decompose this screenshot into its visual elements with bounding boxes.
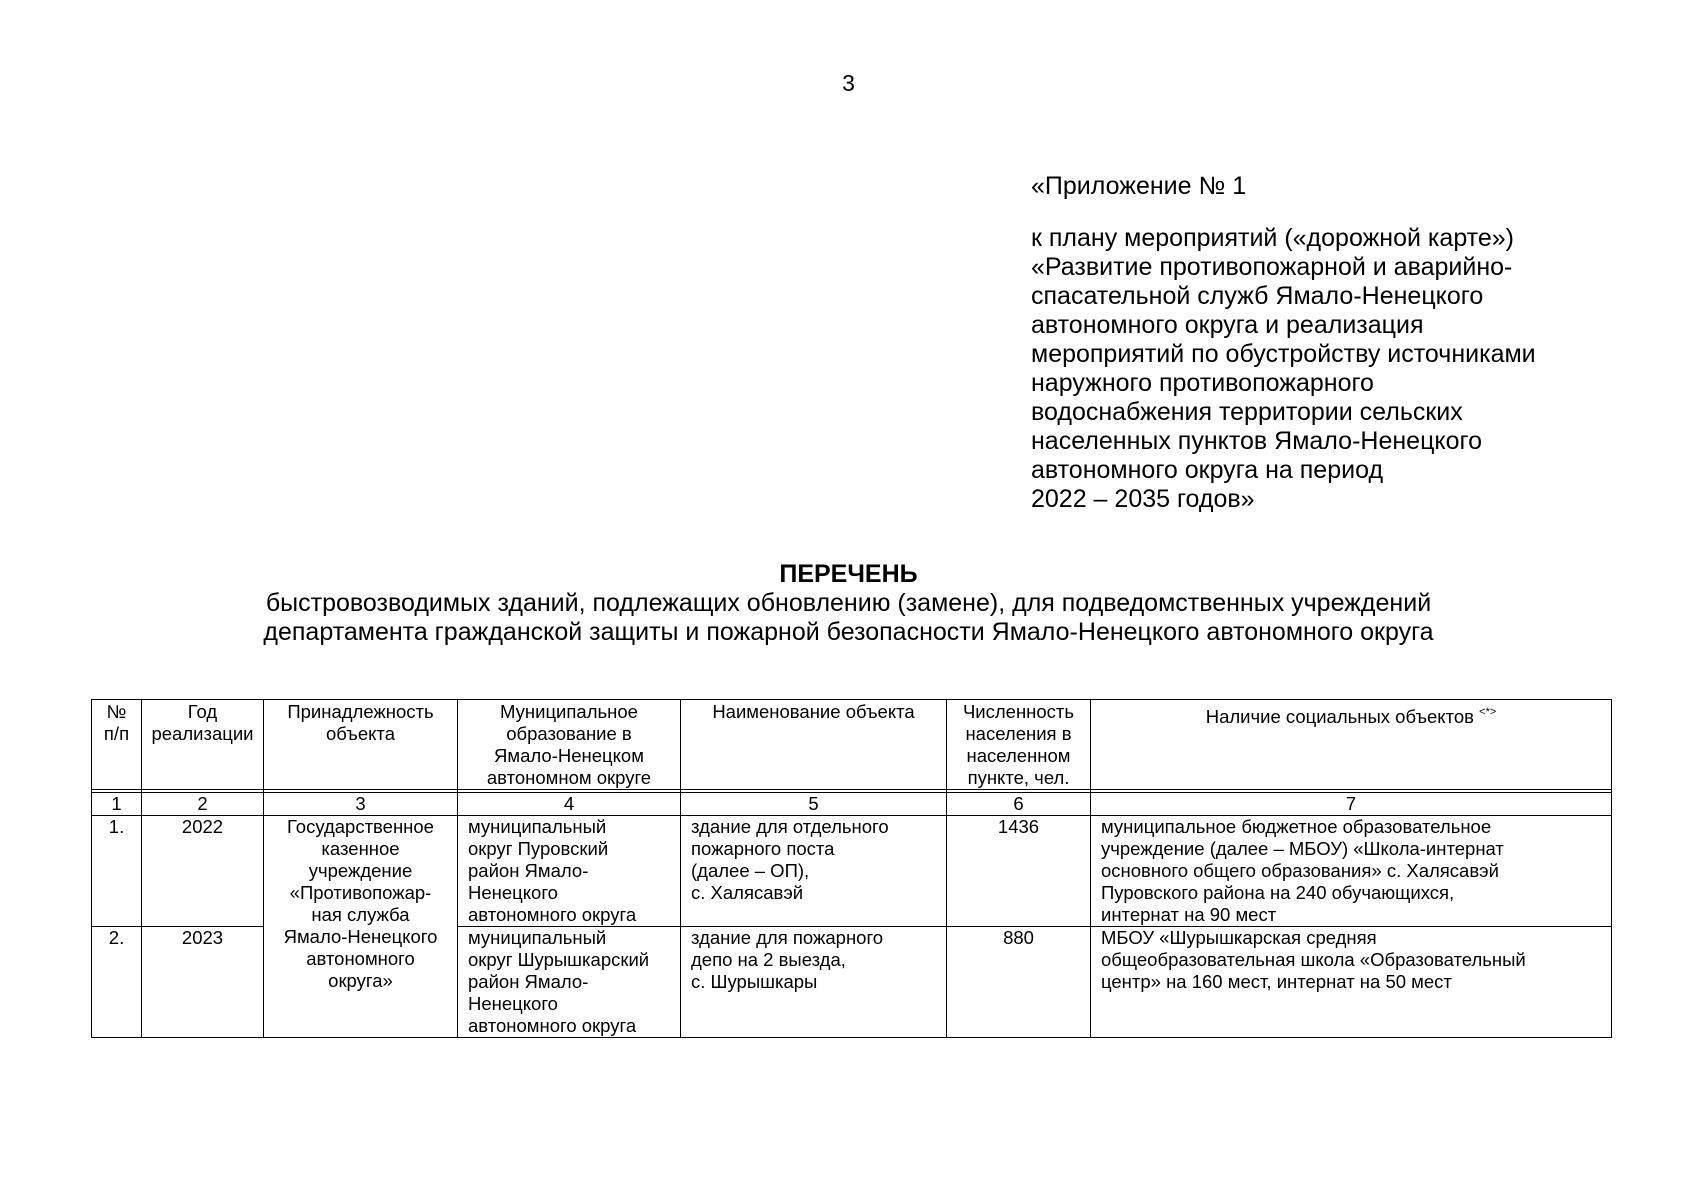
header-owner: Принадлежность объекта [264, 700, 458, 790]
column-number: 5 [681, 793, 947, 816]
cell-owner: Государственное казенное учреждение «Противопожар- ная служба Ямало-Ненецкого автономного округа» [264, 816, 458, 1038]
appendix-text [1031, 224, 1651, 514]
appendix-line: «Развитие противопожарной и аварийно- [1031, 253, 1513, 281]
column-number: 2 [142, 793, 264, 816]
header-population: Численность населения в населенном пункте, чел. [947, 700, 1091, 790]
column-number: 1 [92, 793, 142, 816]
document-heading [0, 560, 1697, 647]
page-number: 3 [842, 70, 855, 96]
header-num: № п/п [92, 700, 142, 790]
cell-object-name: здание для пожарного депо на 2 выезда, с. Шурышкары [681, 927, 947, 1038]
appendix-line: 2022 – 2035 годов» [1031, 485, 1255, 513]
appendix-line: водоснабжения территории сельских [1031, 398, 1463, 426]
appendix-line: спасательной служб Ямало-Ненецкого [1031, 282, 1484, 310]
header-social: Наличие социальных объектов <*> [1091, 700, 1612, 790]
appendix-line: мероприятий по обустройству источниками [1031, 340, 1536, 368]
header-municipality: Муниципальное образование в Ямало-Ненецком автономном округе [458, 700, 681, 790]
cell-population: 1436 [947, 816, 1091, 927]
table-row [92, 816, 1612, 927]
cell-social: МБОУ «Шурышкарская средняя общеобразовательная школа «Образовательный центр» на 160 мест, интернат на 50 мест [1091, 927, 1612, 1038]
cell-municipality: муниципальный округ Пуровский район Ямало- Ненецкого автономного округа [458, 816, 681, 927]
cell-population: 880 [947, 927, 1091, 1038]
appendix-line: к плану мероприятий («дорожной карте») [1031, 224, 1514, 252]
appendix-line: наружного противопожарного [1031, 369, 1374, 397]
appendix-label: «Приложение № 1 [1031, 172, 1247, 200]
cell-year: 2022 [142, 816, 264, 927]
footnote-mark: <*> [1479, 706, 1497, 718]
cell-num: 1. [92, 816, 142, 927]
column-number: 6 [947, 793, 1091, 816]
appendix-line: автономного округа и реализация [1031, 311, 1424, 339]
header-year: Год реализации [142, 700, 264, 790]
appendix-line: населенных пунктов Ямало-Ненецкого [1031, 427, 1482, 455]
column-number: 7 [1091, 793, 1612, 816]
cell-num: 2. [92, 927, 142, 1038]
column-numbers-row [92, 793, 1612, 816]
heading-subtitle-line: быстровозводимых зданий, подлежащих обновлению (замене), для подведомственных учреждений [265, 589, 1432, 617]
table-header-row [92, 700, 1612, 790]
header-object-name: Наименование объекта [681, 700, 947, 790]
cell-year: 2023 [142, 927, 264, 1038]
column-number: 4 [458, 793, 681, 816]
cell-object-name: здание для отдельного пожарного поста (далее – ОП), с. Халясавэй [681, 816, 947, 927]
appendix-block [1031, 172, 1651, 514]
cell-social: муниципальное бюджетное образовательное учреждение (далее – МБОУ) «Школа-интернат основного общего образования» с. Халясавэй Пуровского района на 240 обучающихся, интернат на 90 мест [1091, 816, 1612, 927]
heading-title: ПЕРЕЧЕНЬ [779, 560, 918, 588]
heading-subtitle-line: департамента гражданской защиты и пожарной безопасности Ямало-Ненецкого автономного округа [263, 618, 1434, 646]
cell-municipality: муниципальный округ Шурышкарский район Ямало- Ненецкого автономного округа [458, 927, 681, 1038]
appendix-line: автономного округа на период [1031, 456, 1384, 484]
column-number: 3 [264, 793, 458, 816]
buildings-table [91, 699, 1612, 1038]
